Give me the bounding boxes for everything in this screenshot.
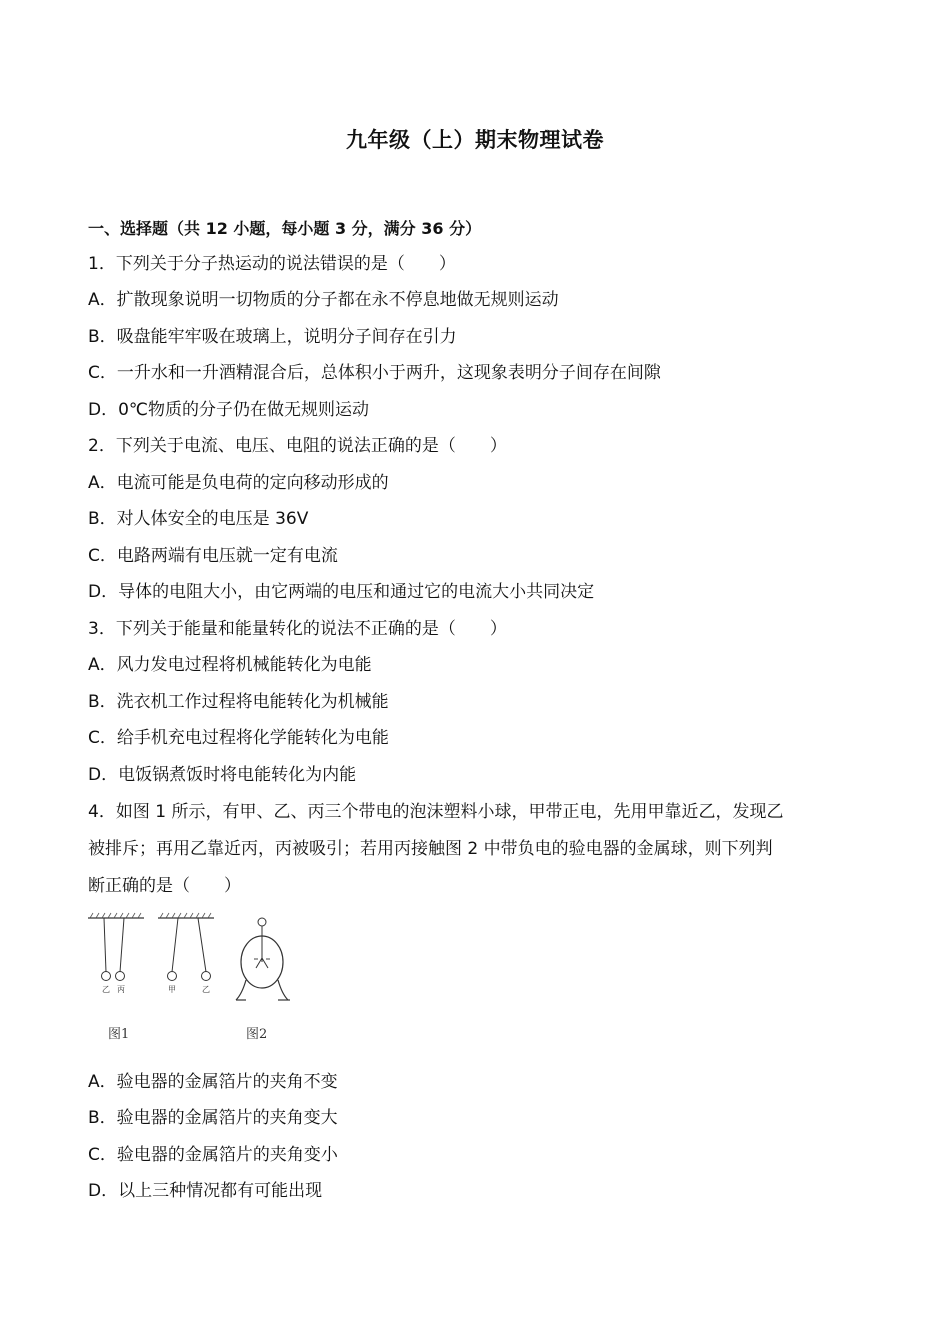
page-title: 九年级（上）期末物理试卷 — [346, 128, 604, 152]
q2-option-d: D．导体的电阻大小，由它两端的电压和通过它的电流大小共同决定 — [88, 582, 595, 602]
q4-option-c: C．验电器的金属箔片的夹角变小 — [88, 1145, 338, 1165]
ball-label-yi-2: 乙 — [202, 985, 210, 994]
q4-option-b: B．验电器的金属箔片的夹角变大 — [88, 1108, 338, 1128]
figure-1-right-pendulums — [158, 913, 214, 994]
q3-option-b: B．洗衣机工作过程将电能转化为机械能 — [88, 692, 389, 712]
electroscope-drawing — [236, 918, 290, 1000]
figure-2-caption: 图2 — [246, 1027, 268, 1042]
question-4-stem-line-3: 断正确的是（ ） — [88, 876, 241, 896]
q2-option-b: B．对人体安全的电压是 36V — [88, 509, 309, 529]
section-heading: 一、选择题（共 12 小题，每小题 3 分，满分 36 分） — [88, 219, 482, 238]
question-4-stem-line-2: 被排斥；再用乙靠近丙，丙被吸引；若用丙接触图 2 中带负电的验电器的金属球，则下列判 — [88, 839, 773, 859]
question-4-figure — [86, 910, 306, 1050]
question-4-stem-line-1: 4．如图 1 所示，有甲、乙、丙三个带电的泡沫塑料小球，甲带正电，先用甲靠近乙，发现乙 — [88, 802, 784, 822]
ball-label-bing: 丙 — [117, 985, 125, 994]
q1-option-c: C．一升水和一升酒精混合后，总体积小于两升，这现象表明分子间存在间隙 — [88, 363, 661, 383]
q3-option-a: A．风力发电过程将机械能转化为电能 — [88, 655, 372, 675]
figure-svg — [86, 910, 306, 1050]
figure-1-caption: 图1 — [108, 1027, 130, 1042]
q2-option-c: C．电路两端有电压就一定有电流 — [88, 546, 338, 566]
q2-option-a: A．电流可能是负电荷的定向移动形成的 — [88, 473, 389, 493]
q4-option-d: D．以上三种情况都有可能出现 — [88, 1181, 323, 1201]
ball-label-yi-1: 乙 — [102, 985, 110, 994]
q1-option-b: B．吸盘能牢牢吸在玻璃上，说明分子间存在引力 — [88, 327, 457, 347]
q1-option-a: A．扩散现象说明一切物质的分子都在永不停息地做无规则运动 — [88, 290, 559, 310]
q3-option-d: D．电饭锅煮饭时将电能转化为内能 — [88, 765, 357, 785]
question-1-stem: 1．下列关于分子热运动的说法错误的是（ ） — [88, 254, 456, 274]
ball-label-jia: 甲 — [168, 985, 176, 994]
question-3-stem: 3．下列关于能量和能量转化的说法不正确的是（ ） — [88, 619, 507, 639]
figure-1-left-pendulums — [88, 913, 144, 994]
q3-option-c: C．给手机充电过程将化学能转化为电能 — [88, 728, 389, 748]
q4-option-a: A．验电器的金属箔片的夹角不变 — [88, 1072, 338, 1092]
question-2-stem: 2．下列关于电流、电压、电阻的说法正确的是（ ） — [88, 436, 507, 456]
q1-option-d: D．0℃物质的分子仍在做无规则运动 — [88, 400, 369, 420]
